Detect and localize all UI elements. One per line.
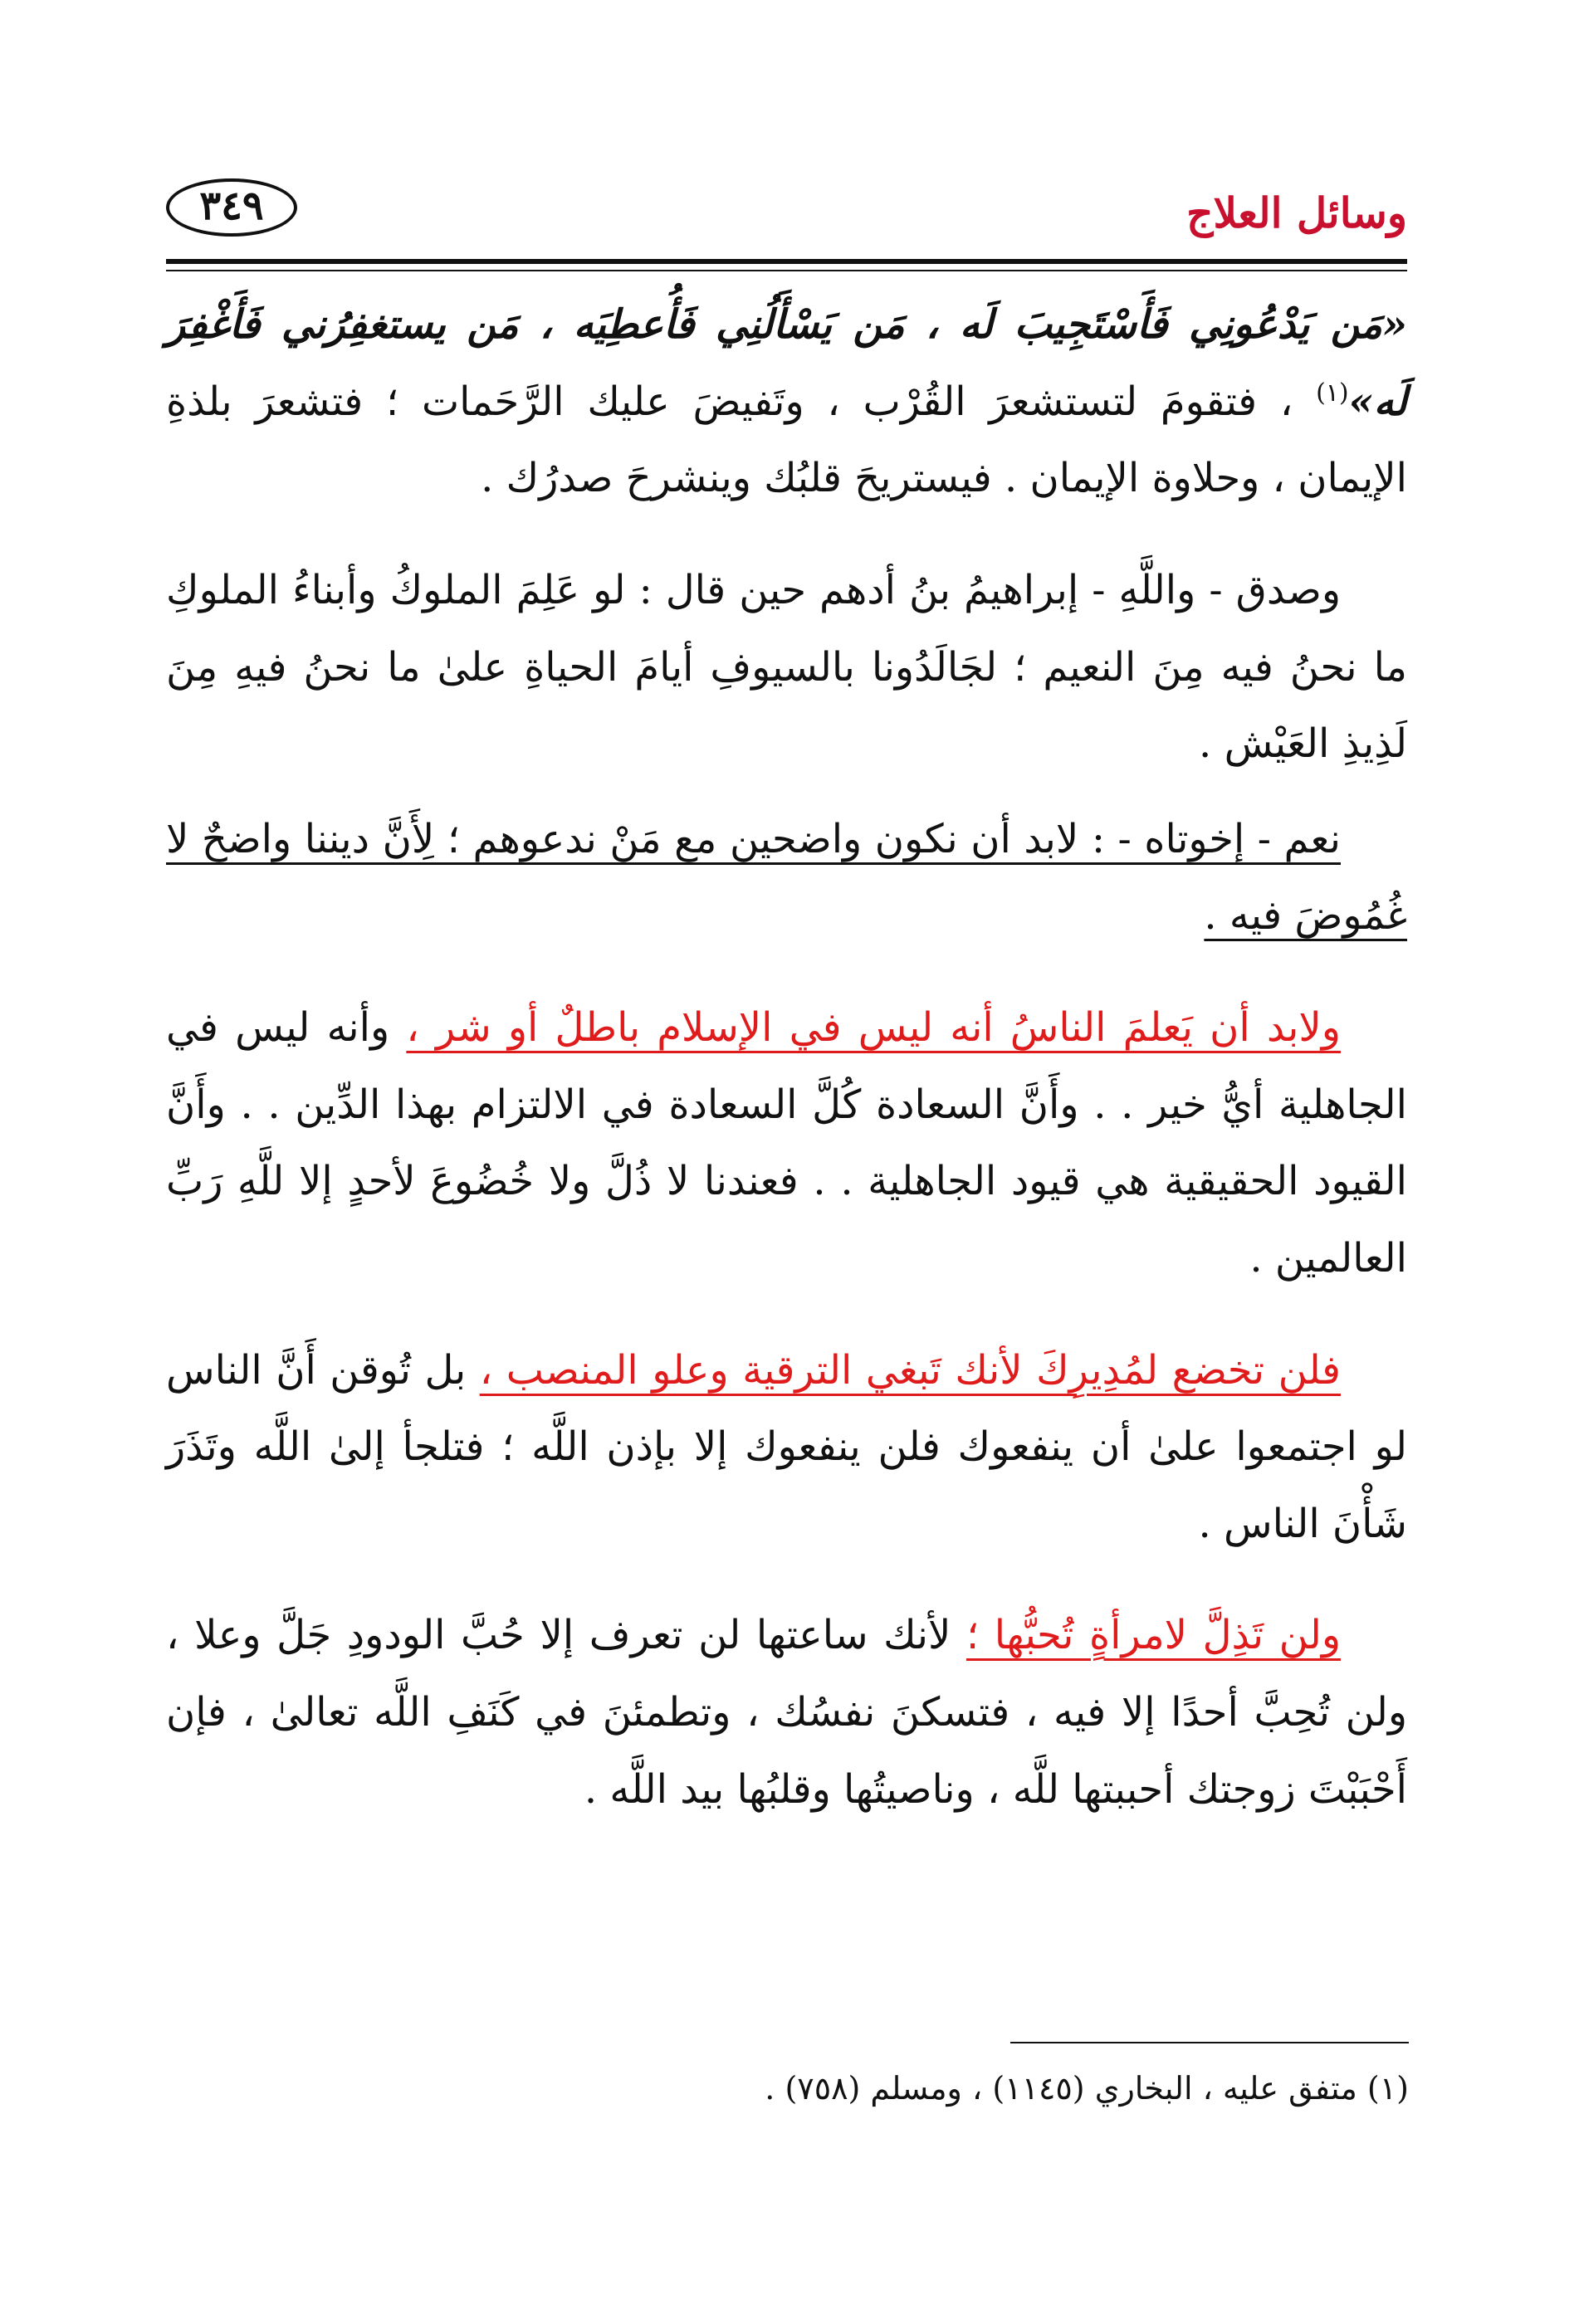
paragraph-1	[166, 286, 1407, 517]
highlighted-phrase-woman: ولن تَذِلَّ لامرأةٍ تُحبُّها ؛	[965, 1612, 1341, 1659]
paragraph-1-text: ، فتقومَ لتستشعرَ القُرْب ، وتَفيضَ عليك الرَّحَمات ؛ فتشعرَ بلذةِ الإيمان ، وحلاوة الإيمان . فيستريحَ قلبُك وينشرحَ صدرُك .	[166, 378, 1407, 502]
paragraph-6-text: لأنك ساعتها لن تعرف إلا حُبَّ الودودِ جَلَّ وعلا ، ولن تُحِبَّ أحدًا إلا فيه ، فتسكنَ نفسُك ، وتطمئنَ في كَنَفِ اللَّه تعالىٰ ، فإن أَحْبَبْتَ زوجتك أحببتها للَّه ، وناصيتُها وقلبُها بيد اللَّه .	[166, 1612, 1407, 1813]
paragraph-4	[166, 989, 1407, 1297]
paragraph-4-text: وأنه ليس في الجاهلية أيُّ خير . . وأَنَّ السعادة كُلَّ السعادة في الالتزام بهذا الدِّين . . وأَنَّ القيود الحقيقية هي قيود الجاهلية . . فعندنا لا ذُلَّ ولا خُضُوعَ لأحدٍ إلا للَّهِ رَبِّ العالمين .	[166, 1004, 1407, 1282]
paragraph-5-text: بل تُوقن أَنَّ الناس لو اجتمعوا علىٰ أن ينفعوك فلن ينفعوك إلا بإذن اللَّه ؛ فتلجأ إلىٰ اللَّه وتَذَرَ شَأْنَ الناس .	[166, 1346, 1408, 1547]
header-rule-thick	[166, 259, 1407, 264]
paragraph-6	[166, 1597, 1407, 1828]
hadith-quote: «مَن يَدْعُونِي فَأَسْتَجِيبَ لَه ، مَن يَسْأَلُنِي فَأُعطِيَه ، مَن يستغفِرُني فَأَغْفِرَ لَه»	[166, 301, 1407, 425]
paragraph-2: وصدق - واللَّهِ - إبراهيمُ بنُ أدهم حين قال : لو عَلِمَ الملوكُ وأبناءُ الملوكِ ما نحنُ فيه مِنَ النعيم ؛ لجَالَدُونا بالسيوفِ أيامَ الحياةِ علىٰ ما نحنُ فيهِ مِنَ لَذِيذِ العَيْش .	[166, 566, 1407, 768]
footnote-separator	[1010, 2042, 1409, 2043]
footnote-reference: (١)	[1316, 378, 1349, 408]
highlighted-phrase-islam: ولابد أن يَعلمَ الناسُ أنه ليس في الإسلام باطلٌ أو شر ،	[406, 1004, 1341, 1051]
running-header	[166, 178, 1407, 253]
paragraph-3	[166, 801, 1407, 954]
page-number: ٣٤٩	[166, 178, 297, 237]
header-rule-thin	[166, 270, 1407, 271]
chapter-title: وسائل العلاج	[1186, 188, 1407, 237]
body-text	[166, 286, 1407, 1828]
paragraph-5	[166, 1332, 1407, 1563]
highlighted-phrase-manager: فلن تخضع لمُدِيرِكَ لأنك تَبغي الترقية وعلو المنصب ،	[479, 1346, 1341, 1394]
footnote: (١) متفق عليه ، البخاري (١١٤٥) ، ومسلم (٧٥٨) .	[765, 2070, 1409, 2107]
underlined-statement: نعم - إخوتاه - : لابد أن نكون واضحين مع مَنْ ندعوهم ؛ لِأَنَّ ديننا واضحٌ لا غُمُوضَ فيه .	[166, 815, 1407, 940]
